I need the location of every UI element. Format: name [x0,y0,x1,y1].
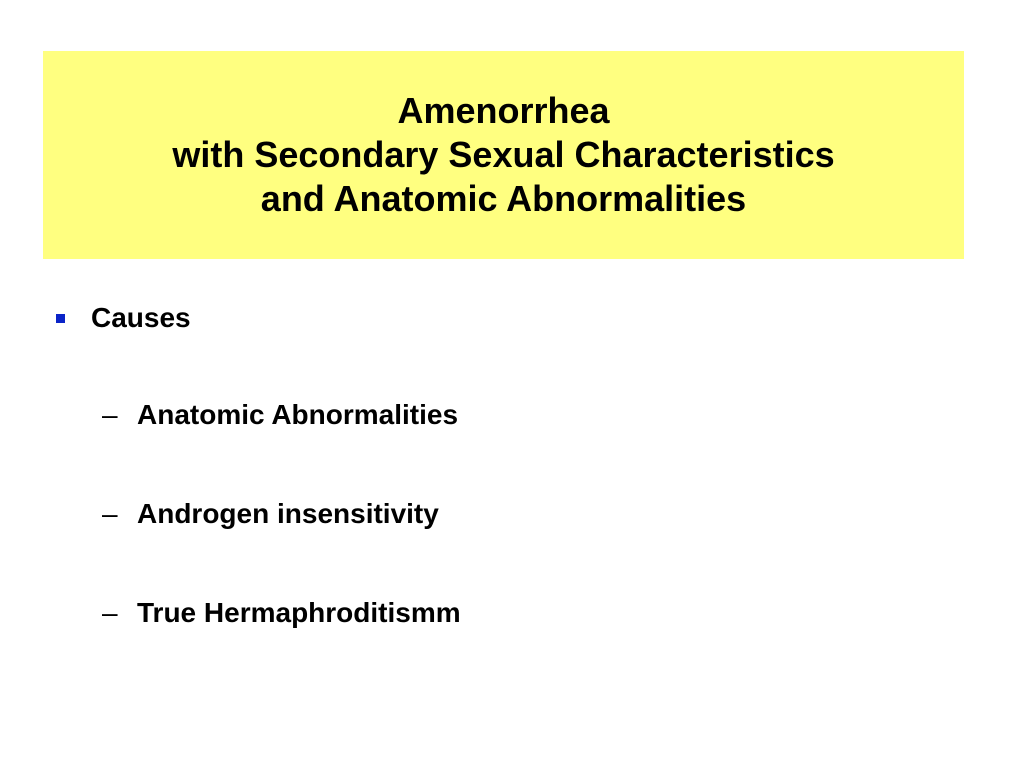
square-bullet-icon [56,314,65,323]
sub-bullet-text: True Hermaphroditismm [137,597,461,628]
bullet-text: Causes [91,302,191,333]
sub-bullet-text: Anatomic Abnormalities [137,399,459,430]
dash-bullet-icon: – [102,597,118,628]
sub-bullet-list [55,390,955,638]
sub-bullet-item [102,588,955,638]
slide-title-line-3: and Anatomic Abnormalities [260,178,747,219]
slide-title-box [43,51,964,259]
bullet-causes [55,292,955,344]
sub-bullet-text: Androgen insensitivity [137,498,439,529]
dash-bullet-icon: – [102,399,118,430]
slide-title-line-2: with Secondary Sexual Characteristics [172,134,835,175]
sub-bullet-item [102,489,955,539]
slide-title-line-1: Amenorrhea [397,90,610,131]
sub-bullet-item [102,390,955,440]
slide-body [55,292,955,687]
dash-bullet-icon: – [102,498,118,529]
